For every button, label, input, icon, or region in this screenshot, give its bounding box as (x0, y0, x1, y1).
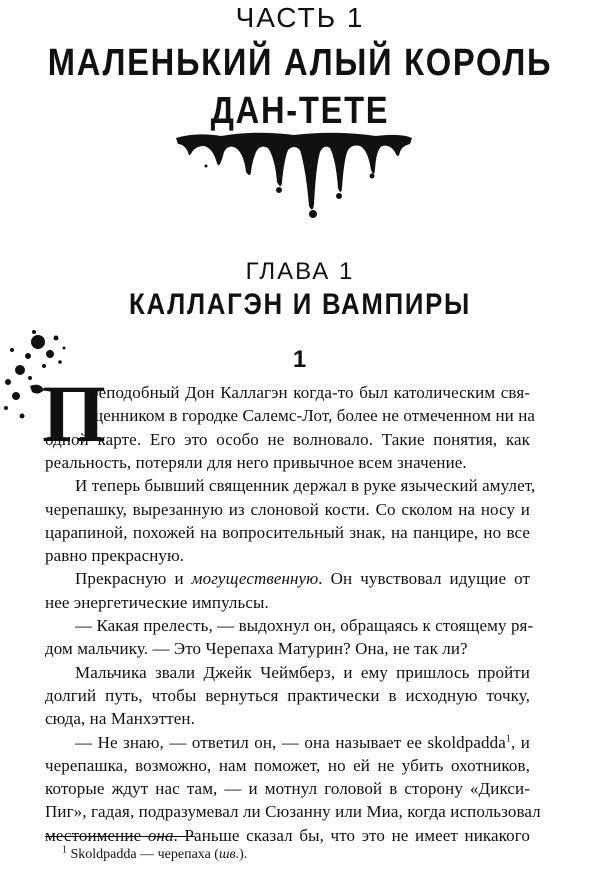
footnote-reference[interactable]: 1 (505, 732, 511, 744)
paragraph-line: — Какая прелесть, — выдохнул он, обращаясь к стоящему ря- (75, 616, 534, 635)
text-run: , и (510, 732, 530, 752)
paragraph-line: дом мальчику. — Это Черепаха Матурин? Она, не так ли? (45, 639, 468, 659)
emphasis-text: она (147, 825, 174, 845)
text-run: — Не знаю, — ответил он, — она называет ее skoldpadda (75, 732, 506, 752)
paragraph-line: сюда, на Манхэттен. (45, 709, 195, 729)
drop-cap: П (42, 368, 106, 459)
text-run: . Раньше сказал бы, что это не имеет никакого (173, 825, 530, 845)
paragraph-line: которые ждут нас там, — и мотнул головой в сторону «Дикси- (45, 779, 530, 799)
paragraph-line: Мальчика звали Джейк Чеймберз, и ему пришлось пройти (75, 662, 530, 682)
text-run: местоимение (45, 825, 148, 845)
text-run: . Он чувствовал идущие от (318, 569, 530, 589)
book-title-line-1: МАЛЕНЬКИЙ АЛЫЙ КОРОЛЬ (47, 42, 553, 84)
paragraph-line: Пиг», гадая, подразумевал ли Сюзанну или Миа, когда использовал (45, 802, 541, 822)
paragraph-line: черепашку, вырезанную из слоновой кости. Со сколом на носу и (45, 499, 530, 519)
chapter-label: ГЛАВА 1 (245, 258, 355, 285)
footnote-mark: 1 (62, 844, 67, 856)
paragraph-line: царапиной, похожей на вопросительный знак, на панцире, но все (45, 522, 530, 542)
section-number: 1 (292, 346, 308, 373)
footnote-text: Skoldpadda — черепаха ( (67, 847, 219, 862)
footnote-emphasis: шв. (218, 847, 240, 862)
paragraph-line: нее энергетические импульсы. (45, 592, 269, 612)
paragraph-line: щенником в городке Салемс-Лот, более не отмеченном ни на (90, 406, 536, 426)
paragraph-line: И теперь бывший священник держал в руке языческий амулет, (75, 476, 536, 496)
chapter-title: КАЛЛАГЭН И ВАМПИРЫ (128, 288, 472, 321)
paragraph-line: равно прекрасную. (45, 546, 185, 566)
paragraph-line: долгий путь, чтобы вернуться практически в исходную точку, (45, 685, 530, 705)
emphasis-text: могущественную (191, 569, 319, 589)
ink-drip-ornament (176, 130, 412, 220)
paragraph-line (45, 824, 530, 847)
paragraph-line (75, 567, 530, 590)
book-title-line-2: ДАН-ТЕТЕ (210, 90, 390, 132)
part-heading: ЧАСТЬ 1 (235, 2, 365, 33)
footnote (62, 844, 248, 863)
paragraph-line: реальность, потеряли для него привычное всем значение. (45, 452, 467, 472)
paragraph-line: черепашка, возможно, нам поможет, но ей не убить охотников, (45, 755, 530, 775)
text-run: Прекрасную и (75, 569, 192, 589)
paragraph-line (75, 731, 530, 754)
paragraph-line: реподобный Дон Каллагэн когда-то был католическим свя- (90, 383, 530, 402)
footnote-text-end: ). (239, 847, 248, 862)
paragraph-line: одной карте. Его это особо не волновало. Такие понятия, как (45, 429, 530, 449)
